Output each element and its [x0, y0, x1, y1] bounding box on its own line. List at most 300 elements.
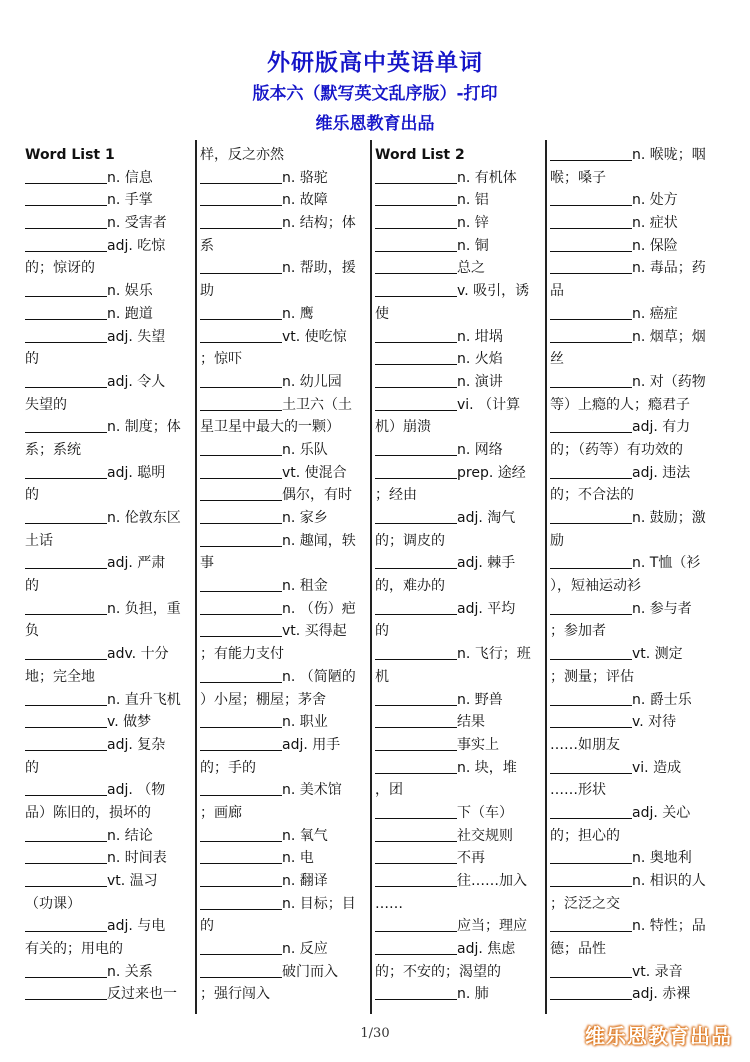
vocab-entry: [200, 620, 372, 643]
entry-continuation: [550, 575, 722, 598]
vocab-entry: [200, 734, 372, 757]
entry-continuation: [375, 484, 547, 507]
entry-text: n. 负担，重: [107, 600, 181, 617]
entry-text: n. 处方: [632, 192, 678, 209]
answer-blank: [375, 509, 457, 524]
entry-continuation: [200, 643, 372, 666]
answer-blank: [375, 827, 457, 842]
entry-continuation: [375, 893, 547, 916]
vocab-entry: [25, 598, 197, 621]
entry-text: ）小屋；棚屋；茅舍: [200, 691, 326, 708]
vocab-entry: [550, 257, 722, 280]
vocab-entry: [200, 825, 372, 848]
vocab-entry: [200, 779, 372, 802]
answer-blank: [375, 464, 457, 479]
entry-text: v. 做梦: [107, 714, 152, 731]
vocab-entry: [375, 870, 547, 893]
answer-blank: [550, 214, 632, 229]
entry-text: n. 有机体: [457, 169, 517, 186]
vocab-entry: [200, 484, 372, 507]
entry-text: n. 直升飞机: [107, 691, 181, 708]
entry-text: vt. 使吃惊: [282, 328, 347, 345]
entry-text: n. 相识的人: [632, 873, 706, 889]
entry-continuation: [375, 666, 547, 689]
answer-blank: [550, 373, 632, 388]
entry-text: adj. 淘气: [457, 510, 516, 526]
entry-continuation: [550, 666, 722, 689]
answer-blank: [200, 577, 282, 592]
entry-text: vt. 录音: [632, 963, 683, 980]
entry-text: n. 受害者: [107, 215, 167, 232]
entry-text: 的；（药等）有功效的: [550, 441, 683, 458]
entry-text: n. 家乡: [282, 510, 328, 526]
answer-blank: [25, 985, 107, 1000]
vocab-entry: [550, 303, 722, 326]
answer-blank: [375, 759, 457, 774]
entry-text: 励: [550, 532, 564, 549]
entry-text: adj. 令人: [107, 373, 166, 390]
vocab-entry: [200, 371, 372, 394]
entry-text: n. 对（药物: [632, 373, 706, 390]
answer-blank: [375, 282, 457, 297]
vocab-entry: [25, 983, 197, 1006]
answer-blank: [25, 214, 107, 229]
entry-text: adj. 棘手: [457, 555, 516, 572]
answer-blank: [550, 305, 632, 320]
entry-text: n. 网络: [457, 441, 503, 458]
entry-text: 的: [200, 918, 214, 935]
answer-blank: [200, 600, 282, 615]
vocab-entry: [550, 711, 722, 734]
answer-blank: [375, 396, 457, 411]
entry-text: vt. 使混合: [282, 464, 347, 481]
entry-continuation: [550, 825, 722, 848]
vocab-entry: [375, 757, 547, 780]
answer-blank: [375, 554, 457, 569]
vocab-entry: [550, 870, 722, 893]
vocab-entry: [375, 847, 547, 870]
entry-text: ；有能力支付: [200, 646, 284, 663]
answer-blank: [200, 191, 282, 206]
entry-text: n. 翻译: [282, 873, 328, 889]
vocab-entry: [550, 462, 722, 485]
entry-continuation: [375, 620, 547, 643]
entry-text: adj. 复杂: [107, 736, 166, 753]
entry-text: 反过来也一: [107, 986, 177, 1003]
vocab-entry: [375, 257, 547, 280]
entry-text: adj. 平均: [457, 600, 516, 617]
vocab-entry: [375, 915, 547, 938]
answer-blank: [375, 645, 457, 660]
entry-text: 不再: [457, 850, 485, 867]
answer-blank: [25, 827, 107, 842]
entry-continuation: [200, 915, 372, 938]
answer-blank: [200, 622, 282, 637]
answer-blank: [25, 305, 107, 320]
vocab-entry: [375, 212, 547, 235]
vocab-entry: [200, 257, 372, 280]
entry-text: n. 鹰: [282, 305, 314, 322]
entry-text: n. 乐队: [282, 441, 328, 458]
answer-blank: [25, 191, 107, 206]
answer-blank: [25, 600, 107, 615]
entry-text: ），短袖运动衫: [550, 578, 641, 595]
answer-blank: [25, 713, 107, 728]
entry-text: adj. 赤裸: [632, 986, 691, 1003]
vocab-entry: [200, 666, 372, 689]
entry-text: n. 症状: [632, 215, 678, 232]
vocab-entry: [25, 779, 197, 802]
answer-blank: [375, 214, 457, 229]
entry-text: n. 信息: [107, 169, 153, 186]
entry-continuation: [550, 530, 722, 553]
vocab-entry: [25, 462, 197, 485]
answer-blank: [375, 169, 457, 184]
vocab-entry: [375, 938, 547, 961]
vocab-entry: [200, 212, 372, 235]
answer-blank: [25, 418, 107, 433]
watermark-logo: 维乐恩教育出品: [585, 1024, 732, 1048]
vocab-entry: [550, 371, 722, 394]
vocab-entry: [200, 394, 372, 417]
entry-text: 的；不安的；渴望的: [375, 963, 501, 980]
answer-blank: [550, 849, 632, 864]
vocab-entry: [200, 439, 372, 462]
entry-continuation: [550, 620, 722, 643]
entry-continuation: [25, 620, 197, 643]
answer-blank: [25, 169, 107, 184]
entry-text: 的: [25, 487, 39, 504]
entry-text: 社交规则: [457, 827, 513, 844]
answer-blank: [25, 554, 107, 569]
entry-text: 有关的；用电的: [25, 941, 123, 958]
entry-continuation: [200, 757, 372, 780]
entry-continuation: [375, 303, 547, 326]
answer-blank: [200, 373, 282, 388]
vocab-entry: [25, 711, 197, 734]
entry-continuation: [25, 257, 197, 280]
answer-blank: [200, 827, 282, 842]
entry-text: 的，难办的: [375, 578, 445, 595]
answer-blank: [25, 781, 107, 796]
vocab-entry: [200, 189, 372, 212]
vocab-entry: [550, 507, 722, 530]
vocab-entry: [550, 598, 722, 621]
answer-blank: [375, 373, 457, 388]
vocab-entry: [25, 167, 197, 190]
word-list-heading: [25, 144, 197, 167]
vocab-entry: [550, 689, 722, 712]
vocab-entry: [25, 552, 197, 575]
entry-text: 的: [25, 351, 39, 368]
vocab-entry: [25, 280, 197, 303]
entry-continuation: [550, 938, 722, 961]
entry-text: Word List 2: [375, 147, 465, 163]
entry-continuation: [550, 484, 722, 507]
entry-text: 的: [25, 578, 39, 595]
entry-text: 系；系统: [25, 441, 81, 458]
answer-blank: [25, 373, 107, 388]
answer-blank: [550, 872, 632, 887]
vocab-entry: [550, 961, 722, 984]
vocab-entry: [375, 643, 547, 666]
entry-continuation: [550, 439, 722, 462]
entry-text: 事实上: [457, 736, 499, 753]
entry-continuation: [375, 779, 547, 802]
entry-continuation: [550, 893, 722, 916]
entry-text: n. 伦敦东区: [107, 510, 181, 526]
answer-blank: [25, 328, 107, 343]
vocab-entry: [200, 167, 372, 190]
answer-blank: [550, 259, 632, 274]
answer-blank: [200, 532, 282, 547]
entry-text: n. 反应: [282, 941, 328, 958]
entry-continuation: [25, 394, 197, 417]
entry-continuation: [25, 893, 197, 916]
answer-blank: [25, 509, 107, 524]
entry-text: n. （伤）疤: [282, 600, 356, 617]
entry-text: n. 跑道: [107, 305, 153, 322]
entry-text: ；画廊: [200, 804, 242, 821]
page-number: 1/30: [360, 1026, 390, 1041]
publisher-line: 维乐恩教育出品: [315, 114, 435, 134]
answer-blank: [25, 237, 107, 252]
vocab-entry: [25, 416, 197, 439]
entry-text: n. 故障: [282, 192, 328, 209]
entry-continuation: [200, 235, 372, 258]
answer-blank: [200, 259, 282, 274]
entry-continuation: [200, 689, 372, 712]
entry-text: 机: [375, 668, 389, 685]
vocab-entry: [375, 711, 547, 734]
entry-continuation: [200, 552, 372, 575]
answer-blank: [200, 441, 282, 456]
answer-blank: [375, 237, 457, 252]
vocab-entry: [375, 802, 547, 825]
answer-blank: [375, 940, 457, 955]
vocab-entry: [375, 507, 547, 530]
page-title: 外研版高中英语单词: [267, 50, 483, 76]
entry-text: ……: [375, 895, 403, 912]
entry-continuation: [25, 575, 197, 598]
entry-text: ；泛泛之交: [550, 895, 620, 912]
answer-blank: [200, 849, 282, 864]
entry-text: 土卫六（土: [282, 396, 352, 413]
entry-text: n. 烟草；烟: [632, 328, 706, 345]
vocab-entry: [375, 235, 547, 258]
entry-text: adj. 违法: [632, 464, 691, 481]
entry-text: 下（车）: [457, 804, 513, 821]
vocab-entry: [200, 870, 372, 893]
answer-blank: [200, 305, 282, 320]
vocab-entry: [200, 598, 372, 621]
answer-blank: [550, 418, 632, 433]
entry-text: vi. 造成: [632, 759, 682, 776]
entry-text: n. 氧气: [282, 827, 328, 844]
answer-blank: [550, 237, 632, 252]
vocab-entry: [25, 303, 197, 326]
answer-blank: [550, 804, 632, 819]
vocab-entry: [375, 280, 547, 303]
vocab-entry: [25, 915, 197, 938]
answer-blank: [25, 963, 107, 978]
vocab-entry: [550, 757, 722, 780]
entry-continuation: [550, 394, 722, 417]
answer-blank: [25, 917, 107, 932]
entry-continuation: [200, 280, 372, 303]
answer-blank: [25, 645, 107, 660]
vocab-entry: [550, 847, 722, 870]
entry-text: n. 保险: [632, 237, 678, 254]
answer-blank: [375, 872, 457, 887]
entry-text: 的；担心的: [550, 827, 620, 844]
entry-text: n. （简陋的: [282, 668, 356, 685]
entry-text: 的；不合法的: [550, 487, 634, 504]
vocab-entry: [200, 847, 372, 870]
answer-blank: [375, 259, 457, 274]
entry-continuation: [550, 280, 722, 303]
answer-blank: [375, 804, 457, 819]
vocab-entry: [550, 802, 722, 825]
vocab-entry: [25, 961, 197, 984]
entry-text: vi. （计算: [457, 396, 521, 413]
entry-text: n. 目标；目: [282, 895, 356, 912]
vocab-entry: [375, 598, 547, 621]
entry-text: n. 电: [282, 850, 314, 867]
entry-text: n. 结构；体: [282, 215, 356, 232]
answer-blank: [375, 849, 457, 864]
entry-text: 负: [25, 623, 39, 640]
vocab-entry: [25, 643, 197, 666]
vocab-entry: [200, 326, 372, 349]
entry-continuation: [25, 802, 197, 825]
entry-continuation: [200, 802, 372, 825]
entry-continuation: [375, 575, 547, 598]
vocab-entry: [375, 326, 547, 349]
answer-blank: [200, 781, 282, 796]
vocab-entry: [200, 303, 372, 326]
entry-text: 的: [25, 759, 39, 776]
entry-text: n. 锌: [457, 215, 489, 232]
answer-blank: [375, 985, 457, 1000]
answer-blank: [25, 872, 107, 887]
entry-text: n. 结论: [107, 827, 153, 844]
answer-blank: [550, 464, 632, 479]
answer-blank: [375, 441, 457, 456]
vocab-entry: [550, 235, 722, 258]
word-column-3: [375, 144, 547, 1010]
entry-text: ；强行闯入: [200, 986, 270, 1003]
vocab-entry: [550, 915, 722, 938]
answer-blank: [200, 736, 282, 751]
entry-text: 破门而入: [282, 963, 338, 980]
entry-continuation: [25, 530, 197, 553]
vocab-entry: [25, 212, 197, 235]
entry-text: ；参加者: [550, 623, 606, 640]
entry-text: 等）上瘾的人；瘾君子: [550, 396, 690, 413]
vocab-entry: [375, 734, 547, 757]
answer-blank: [375, 736, 457, 751]
vocab-entry: [550, 144, 722, 167]
answer-blank: [25, 691, 107, 706]
entry-text: 的；惊讶的: [25, 260, 95, 277]
entry-text: 失望的: [25, 396, 67, 413]
vocab-entry: [550, 189, 722, 212]
vocab-entry: [25, 326, 197, 349]
page-subtitle: 版本六（默写英文乱序版）-打印: [252, 84, 498, 104]
entry-continuation: [25, 439, 197, 462]
entry-text: ……形状: [550, 782, 606, 799]
answer-blank: [550, 600, 632, 615]
entry-text: 品: [550, 283, 564, 300]
vocab-entry: [375, 439, 547, 462]
entry-text: adj. 严肃: [107, 555, 166, 572]
entry-text: v. 对待: [632, 714, 677, 731]
entry-continuation: [200, 144, 372, 167]
entry-text: ，团: [375, 782, 403, 799]
entry-text: 土话: [25, 532, 53, 549]
vocab-entry: [25, 507, 197, 530]
vocab-entry: [200, 938, 372, 961]
entry-text: v. 吸引，诱: [457, 283, 530, 300]
entry-text: 品）陈旧的，损坏的: [25, 804, 151, 821]
answer-blank: [200, 169, 282, 184]
entry-text: 喉；嗓子: [550, 169, 606, 186]
vocab-entry: [25, 689, 197, 712]
vocab-entry: [550, 212, 722, 235]
entry-text: 事: [200, 555, 214, 572]
entry-text: 使: [375, 305, 389, 322]
vocab-entry: [200, 711, 372, 734]
vocab-entry: [375, 189, 547, 212]
vocab-entry: [25, 734, 197, 757]
answer-blank: [25, 849, 107, 864]
vocab-entry: [375, 825, 547, 848]
entry-text: 助: [200, 283, 214, 300]
entry-text: 系: [200, 237, 214, 254]
entry-text: ；惊吓: [200, 351, 242, 368]
entry-continuation: [25, 484, 197, 507]
answer-blank: [375, 917, 457, 932]
answer-blank: [550, 985, 632, 1000]
entry-text: 德；品性: [550, 941, 606, 958]
entry-text: n. 特性；品: [632, 918, 706, 935]
entry-text: 的；调皮的: [375, 532, 445, 549]
entry-continuation: [25, 666, 197, 689]
entry-text: n. 鼓励；激: [632, 510, 706, 526]
vocab-entry: [375, 167, 547, 190]
entry-continuation: [375, 530, 547, 553]
entry-text: n. 火焰: [457, 351, 503, 368]
vocab-entry: [200, 893, 372, 916]
word-list-columns: [0, 144, 750, 1010]
vocab-entry: [200, 961, 372, 984]
entry-text: n. 幼儿园: [282, 373, 342, 390]
entry-text: vt. 买得起: [282, 623, 347, 640]
word-column-1: [25, 144, 197, 1010]
entry-text: n. T恤（衫: [632, 555, 701, 572]
entry-continuation: [550, 348, 722, 371]
entry-text: 的: [375, 623, 389, 640]
answer-blank: [375, 713, 457, 728]
vocab-entry: [375, 462, 547, 485]
word-column-4: [550, 144, 722, 1010]
answer-blank: [550, 713, 632, 728]
entry-text: Word List 1: [25, 147, 115, 163]
vocab-entry: [375, 983, 547, 1006]
entry-text: prep. 途经: [457, 464, 526, 481]
entry-text: （功课）: [25, 895, 81, 912]
